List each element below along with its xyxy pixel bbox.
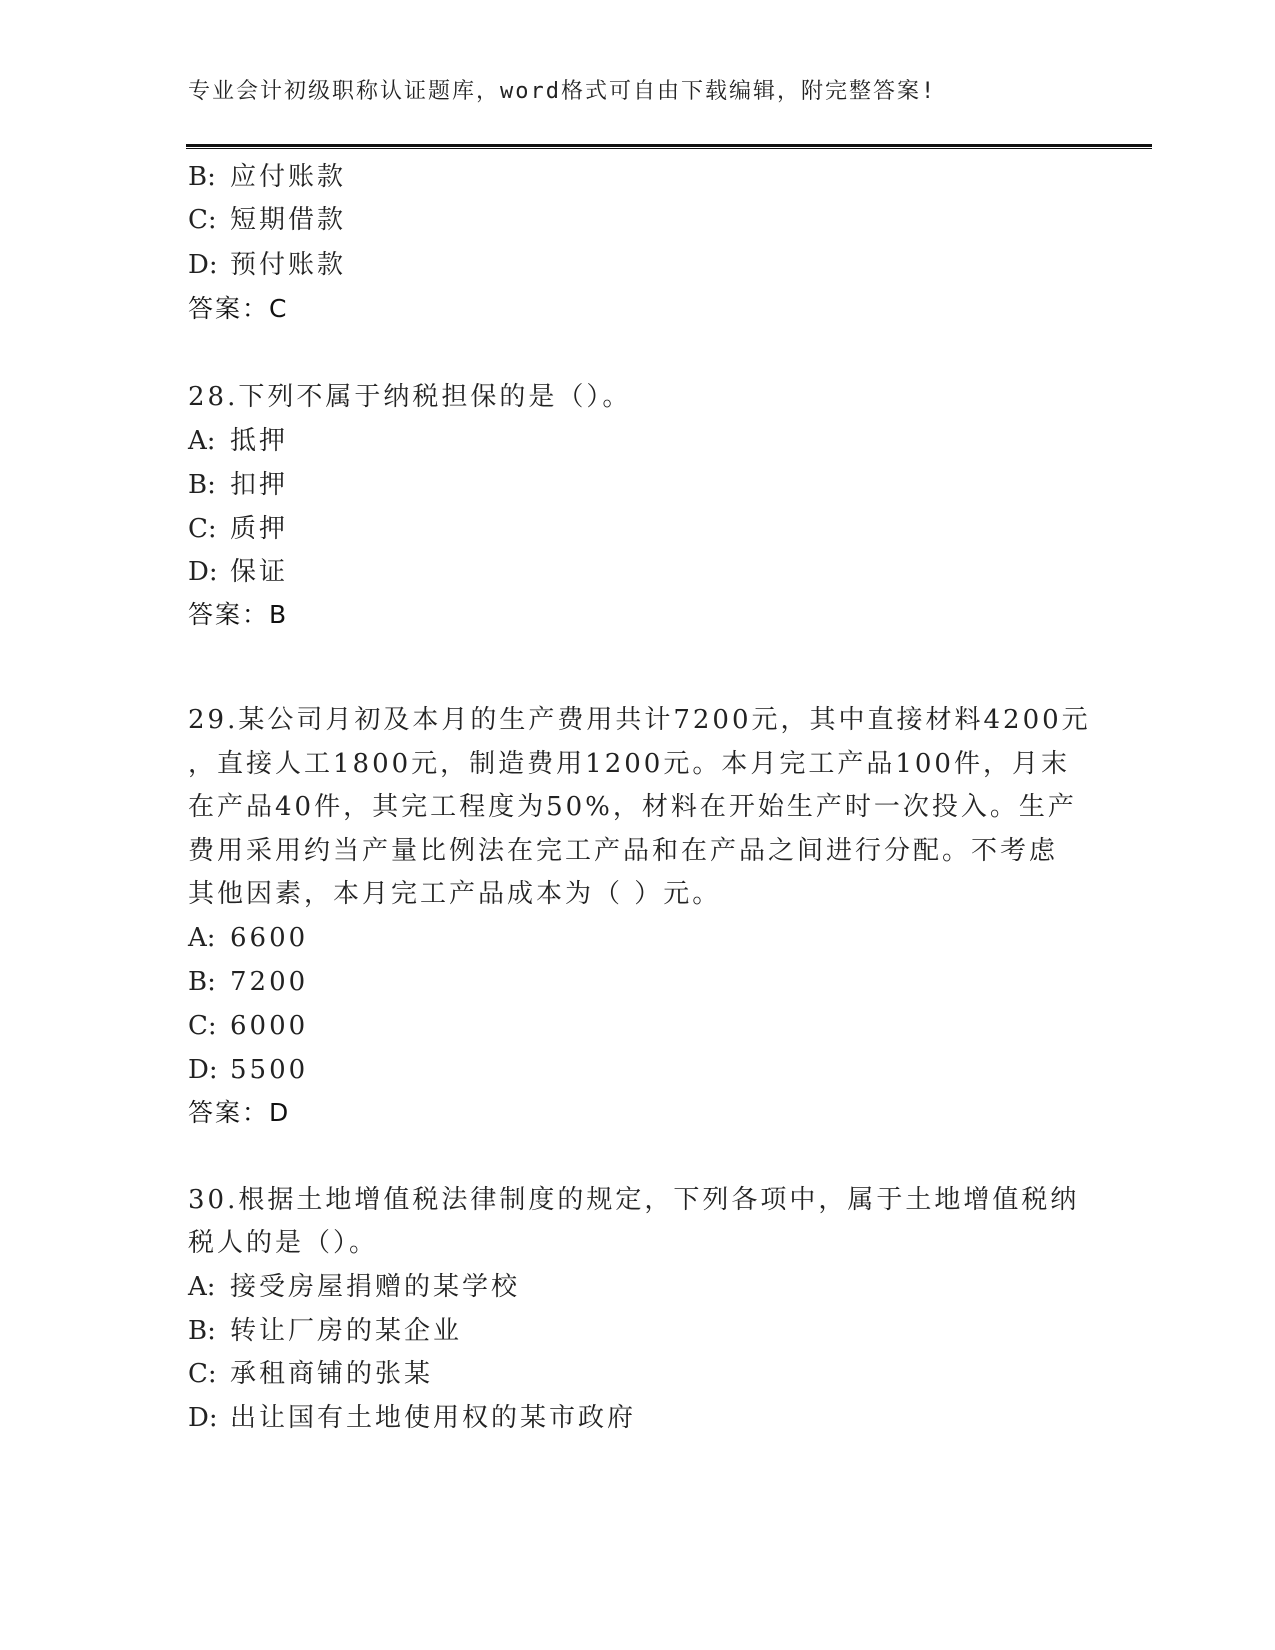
- answer-line: 答案：C: [188, 294, 289, 323]
- option-text: 5500: [230, 1055, 309, 1085]
- option-text: 6000: [230, 1011, 309, 1041]
- option-letter: D:: [188, 1055, 218, 1085]
- option-b: [188, 160, 346, 194]
- option-letter: C:: [188, 1011, 217, 1041]
- option-text: 6600: [230, 923, 309, 953]
- option-c: [188, 1009, 308, 1043]
- option-letter: A:: [188, 426, 216, 456]
- page-header: 专业会计初级职称认证题库，word格式可自由下载编辑，附完整答案!: [188, 79, 937, 104]
- option-text: 短期借款: [230, 205, 347, 235]
- option-c: [188, 1357, 433, 1391]
- option-letter: D:: [188, 1403, 218, 1433]
- option-b: [188, 468, 288, 502]
- option-letter: B:: [188, 1316, 216, 1346]
- option-a: [188, 921, 308, 955]
- option-d: [188, 1401, 636, 1435]
- option-c: [188, 512, 288, 546]
- option-letter: C:: [188, 1359, 217, 1389]
- option-text: 承租商铺的张某: [230, 1359, 434, 1389]
- option-letter: D:: [188, 557, 218, 587]
- option-text: 出让国有土地使用权的某市政府: [230, 1403, 637, 1433]
- option-text: 接受房屋捐赠的某学校: [230, 1272, 521, 1302]
- option-text: 扣押: [230, 470, 289, 500]
- answer-line: 答案：D: [188, 1098, 291, 1127]
- option-a: [188, 424, 288, 458]
- option-d: [188, 248, 346, 282]
- answer-line: 答案：B: [188, 600, 289, 629]
- option-c: [188, 203, 346, 237]
- question-29-stem-line: 在产品40件，其完工程度为50%，材料在开始生产时一次投入。生产: [188, 792, 1077, 822]
- question-30-stem-line: 30.根据土地增值税法律制度的规定，下列各项中，属于土地增值税纳: [188, 1185, 1080, 1215]
- option-text: 转让厂房的某企业: [230, 1316, 463, 1346]
- option-letter: A:: [188, 923, 216, 953]
- option-letter: B:: [188, 470, 216, 500]
- option-d: [188, 1053, 308, 1087]
- question-30-stem-line: 税人的是（）。: [188, 1228, 379, 1258]
- option-b: [188, 965, 308, 999]
- option-text: 保证: [230, 557, 289, 587]
- question-29-stem-line: 费用采用约当产量比例法在完工产品和在产品之间进行分配。不考虑: [188, 836, 1059, 866]
- option-d: [188, 555, 288, 589]
- option-text: 质押: [230, 514, 289, 544]
- question-29-stem-line: ，直接人工1800元，制造费用1200元。本月完工产品100件，月末: [188, 749, 1070, 779]
- option-letter: C:: [188, 205, 217, 235]
- option-text: 预付账款: [230, 250, 347, 280]
- option-a: [188, 1270, 520, 1304]
- option-letter: B:: [188, 162, 216, 192]
- header-divider: [186, 144, 1152, 149]
- question-28-stem: 28.下列不属于纳税担保的是（）。: [188, 382, 632, 412]
- option-text: 7200: [230, 967, 309, 997]
- option-letter: C:: [188, 514, 217, 544]
- option-letter: D:: [188, 250, 218, 280]
- option-letter: A:: [188, 1272, 216, 1302]
- question-29-stem-line: 其他因素，本月完工产品成本为（ ）元。: [188, 879, 722, 909]
- option-text: 应付账款: [230, 162, 347, 192]
- option-letter: B:: [188, 967, 216, 997]
- option-text: 抵押: [230, 426, 289, 456]
- question-29-stem-line: 29.某公司月初及本月的生产费用共计7200元，其中直接材料4200元: [188, 705, 1091, 735]
- option-b: [188, 1314, 462, 1348]
